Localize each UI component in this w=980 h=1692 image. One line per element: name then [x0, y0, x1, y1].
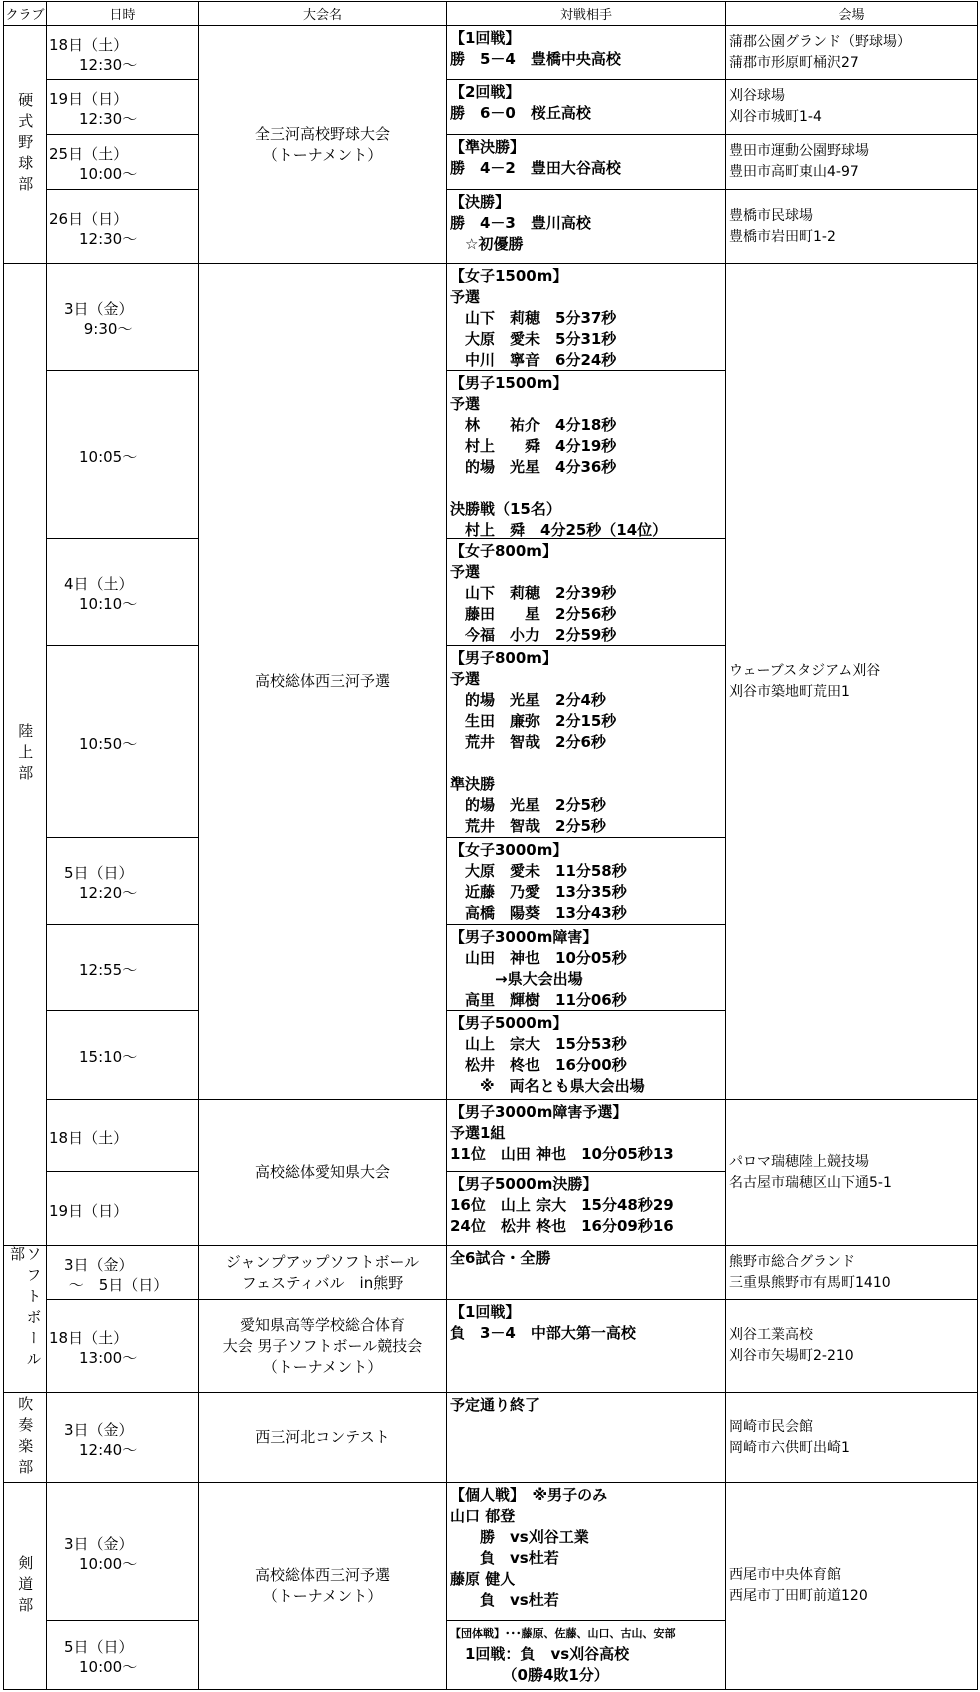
result-line: 24位 松井 柊也 16分09秒16: [450, 1217, 674, 1235]
venue: [725, 134, 978, 190]
result-line: 【女子800m】: [450, 542, 557, 560]
venue: [725, 1099, 978, 1246]
venue-line: 西尾市丁田町前道120: [729, 1588, 868, 1604]
result-line: 高里 輝樹 11分06秒: [450, 991, 627, 1009]
result-line: 予選: [450, 563, 481, 581]
result-line: 負 vs杜若: [450, 1549, 559, 1567]
date-time: [46, 924, 199, 1011]
result-line: 【1回戦】: [450, 1303, 521, 1321]
date-line: 12:20～: [49, 884, 138, 902]
match-result: [446, 134, 726, 190]
date-line: 3日（金）: [49, 1420, 134, 1439]
date-time: [46, 837, 199, 925]
match-result: [446, 1620, 726, 1690]
result-line: 決勝戦（15名）: [450, 500, 561, 518]
match-result: [446, 1245, 726, 1300]
club-label: 吹奏楽部: [16, 1395, 35, 1480]
result-line: 林 祐介 4分18秒: [450, 416, 617, 434]
date-line: 18日（土）: [49, 1329, 129, 1347]
tournament-line: 愛知県高等学校総合体育: [239, 1315, 405, 1334]
match-result: [446, 25, 726, 80]
club-label: 硬式野球部: [16, 92, 35, 197]
result-line: 【男子5000m決勝】: [450, 1175, 598, 1193]
date-line: ～ 5日（日）: [49, 1275, 169, 1294]
result-line: 松井 柊也 16分00秒: [450, 1056, 627, 1074]
date-line: 10:00～: [49, 1554, 138, 1573]
result-line: 予選1組: [450, 1124, 506, 1142]
result-line: 藤田 星 2分56秒: [450, 605, 617, 623]
result-line: 荒井 智哉 2分5秒: [450, 817, 606, 835]
date-line: 25日（土）: [49, 145, 129, 163]
result-line: 村上 舜 4分19秒: [450, 437, 617, 455]
result-line: 荒井 智哉 2分6秒: [450, 733, 606, 751]
tournament-name: [198, 1299, 447, 1393]
tournament-line: （トーナメント）: [262, 1357, 383, 1376]
result-line: 【男子3000m障害】: [450, 928, 598, 946]
date-time: [46, 1171, 199, 1246]
date-line: 9:30～: [49, 320, 133, 338]
venue-line: 西尾市中央体育館: [729, 1567, 841, 1583]
result-line: 全6試合・全勝: [450, 1249, 551, 1267]
tournament-line: （トーナメント）: [262, 145, 383, 164]
date-time: [46, 134, 199, 190]
result-line: 16位 山上 宗大 15分48秒29: [450, 1196, 674, 1214]
tournament-name: [198, 25, 447, 264]
tournament-name: [198, 1482, 447, 1690]
venue: [725, 25, 978, 80]
venue: [725, 189, 978, 264]
venue-line: 刈谷工業高校: [729, 1327, 813, 1343]
result-line: 1回戦：負 vs刈谷高校: [450, 1645, 630, 1663]
date-line: 3日（金）: [49, 1255, 134, 1274]
date-line: 12:30～: [49, 55, 138, 74]
tournament-name: [198, 1099, 447, 1246]
venue-line: 豊橋市岩田町1-2: [729, 228, 836, 245]
date-line: 15:10～: [49, 1048, 138, 1066]
tournament-name: [198, 263, 447, 1100]
result-line: 高橋 陽葵 13分43秒: [450, 904, 627, 922]
result-line: 勝 vs刈谷工業: [450, 1528, 589, 1546]
date-line: 13:00～: [49, 1349, 138, 1367]
date-line: 12:40～: [49, 1440, 138, 1459]
result-line: [450, 478, 722, 499]
result-line: 大原 愛未 5分31秒: [450, 330, 617, 348]
result-line: 【男子1500m】: [450, 374, 568, 392]
column-header: 対戦相手: [446, 1, 726, 26]
match-result: [446, 645, 726, 838]
tournament-line: フェスティバル in熊野: [241, 1273, 404, 1292]
result-line: 【男子3000m障害予選】: [450, 1103, 628, 1121]
date-line: 5日（日）: [49, 1638, 134, 1656]
result-line: 大原 愛未 11分58秒: [450, 862, 627, 880]
match-result: [446, 1099, 726, 1172]
date-time: [46, 1099, 199, 1172]
match-result: [446, 263, 726, 371]
venue-line: 豊橋市民球場: [729, 207, 813, 224]
venue: [725, 1245, 978, 1300]
result-line: 予選: [450, 288, 481, 306]
result-line: 【女子3000m】: [450, 841, 568, 859]
date-line: 10:50～: [49, 734, 138, 753]
date-line: 12:55～: [49, 960, 138, 979]
column-header: クラブ: [3, 1, 47, 26]
date-line: 18日（土）: [49, 1128, 129, 1147]
date-line: 3日（金）: [49, 1534, 134, 1553]
result-line: 【2回戦】: [450, 83, 521, 101]
result-line: 山上 宗大 15分53秒: [450, 1035, 627, 1053]
date-line: 19日（日）: [49, 1201, 129, 1220]
result-line: 【男子800m】: [450, 649, 557, 667]
result-line: 山下 莉穂 5分37秒: [450, 309, 617, 327]
venue-line: 熊野市総合グランド: [729, 1253, 855, 1270]
result-line: [450, 753, 722, 774]
venue-line: 名古屋市瑞穂区山下通5-1: [729, 1174, 892, 1191]
date-line: 4日（土）: [49, 575, 134, 593]
match-result: [446, 1482, 726, 1621]
result-line: 【女子1500m】: [450, 267, 568, 285]
tournament-line: 高校総体西三河予選: [254, 1566, 390, 1584]
result-line: 11位 山田 神也 10分05秒13: [450, 1145, 674, 1163]
result-line: 藤原 健人: [450, 1570, 516, 1588]
column-header: 会場: [725, 1, 978, 26]
result-line: →県大会出場: [450, 970, 583, 988]
date-time: [46, 1299, 199, 1393]
match-result: [446, 1299, 726, 1393]
date-line: 10:05～: [49, 447, 138, 466]
venue-line: 蒲郡市形原町桶沢27: [729, 54, 859, 71]
venue-line: 岡崎市民会館: [729, 1418, 813, 1435]
date-time: [46, 1620, 199, 1690]
match-result: [446, 837, 726, 925]
date-line: 3日（金）: [49, 300, 134, 318]
result-line: 山下 莉穂 2分39秒: [450, 584, 617, 602]
venue-line: 豊田市運動公園野球場: [729, 143, 869, 159]
tournament-line: 全三河高校野球大会: [254, 124, 390, 143]
column-header: 日時: [46, 1, 199, 26]
date-time: [46, 1392, 199, 1483]
tournament-line: 大会 男子ソフトボール競技会: [222, 1336, 423, 1355]
date-time: [46, 538, 199, 646]
venue-line: ウェーブスタジアム刈谷: [729, 662, 881, 679]
tournament-name: [198, 1392, 447, 1483]
result-line: 予選: [450, 395, 481, 413]
result-line: 【団体戦】･･･藤原、佐藤、山口、古山、安部: [450, 1627, 676, 1640]
result-line: 勝 4－2 豊田大谷高校: [450, 159, 621, 177]
club-name: [3, 1245, 47, 1393]
date-time: [46, 370, 199, 539]
date-time: [46, 1482, 199, 1621]
match-result: [446, 1010, 726, 1100]
venue-line: 刈谷市城町1-4: [729, 109, 822, 125]
result-line: 的場 光星 2分5秒: [450, 796, 606, 814]
date-line: 10:10～: [49, 595, 138, 613]
result-line: 近藤 乃愛 13分35秒: [450, 883, 627, 901]
date-line: 18日（土）: [49, 35, 129, 54]
match-result: [446, 1392, 726, 1483]
date-line: 12:30～: [49, 110, 138, 128]
result-line: 今福 小力 2分59秒: [450, 626, 617, 644]
club-label: 陸上部: [16, 723, 35, 786]
result-line: 【決勝】: [450, 193, 511, 211]
result-line: （0勝4敗1分）: [450, 1666, 609, 1684]
date-line: 10:00～: [49, 165, 138, 183]
tournament-line: （トーナメント）: [262, 1587, 383, 1605]
result-line: 【個人戦】 ※男子のみ: [450, 1486, 608, 1504]
venue-line: 刈谷球場: [729, 88, 785, 104]
match-result: [446, 924, 726, 1011]
date-line: 10:00～: [49, 1658, 138, 1676]
club-name: [3, 25, 47, 264]
result-line: 負 vs杜若: [450, 1591, 559, 1609]
date-time: [46, 25, 199, 80]
result-line: 的場 光星 2分4秒: [450, 691, 606, 709]
result-line: 【男子5000m】: [450, 1014, 568, 1032]
club-name: [3, 1392, 47, 1483]
match-result: [446, 1171, 726, 1246]
date-time: [46, 79, 199, 135]
result-line: ☆初優勝: [450, 235, 524, 253]
tournament-line: 西三河北コンテスト: [255, 1428, 390, 1446]
match-result: [446, 538, 726, 646]
club-name: [3, 1482, 47, 1690]
result-line: 勝 4－3 豊川高校: [450, 214, 591, 232]
club-label: ソフトボール部: [8, 1246, 43, 1372]
result-line: 勝 5－4 豊橋中央高校: [450, 50, 621, 68]
match-result: [446, 79, 726, 135]
date-time: [46, 1245, 199, 1300]
result-line: 中川 寧音 6分24秒: [450, 351, 617, 369]
venue-line: 蒲郡公園グランド（野球場）: [729, 33, 911, 50]
venue-line: 豊田市高町東山4-97: [729, 164, 859, 180]
date-line: 19日（日）: [49, 90, 129, 108]
result-line: 生田 廉弥 2分15秒: [450, 712, 617, 730]
date-line: 26日（日）: [49, 209, 129, 228]
venue: [725, 1392, 978, 1483]
result-line: 的場 光星 4分36秒: [450, 458, 617, 476]
tournament-line: 高校総体西三河予選: [254, 672, 390, 690]
date-time: [46, 1010, 199, 1100]
result-line: 【準決勝】: [450, 138, 526, 156]
match-result: [446, 189, 726, 264]
result-line: 予定通り終了: [450, 1396, 541, 1414]
result-line: 山田 神也 10分05秒: [450, 949, 627, 967]
date-time: [46, 263, 199, 371]
venue-line: 三重県熊野市有馬町1410: [729, 1274, 891, 1291]
tournament-line: ジャンプアップソフトボール: [225, 1252, 420, 1271]
tournament-line: 高校総体愛知県大会: [254, 1163, 390, 1181]
result-line: 予選: [450, 670, 481, 688]
venue: [725, 1482, 978, 1690]
venue: [725, 79, 978, 135]
venue-line: パロマ瑞穂陸上競技場: [729, 1153, 869, 1170]
result-line: ※ 両名とも県大会出場: [450, 1077, 645, 1095]
venue-line: 刈谷市築地町荒田1: [729, 683, 850, 700]
date-time: [46, 645, 199, 838]
tournament-name: [198, 1245, 447, 1300]
result-line: 勝 6－0 桜丘高校: [450, 104, 591, 122]
match-result: [446, 370, 726, 539]
venue-line: 刈谷市矢場町2-210: [729, 1348, 854, 1364]
date-line: 12:30～: [49, 229, 138, 248]
result-line: 【1回戦】: [450, 29, 521, 47]
date-time: [46, 189, 199, 264]
column-header: 大会名: [198, 1, 447, 26]
result-line: 山口 郁登: [450, 1507, 516, 1525]
club-label: 剣道部: [16, 1554, 35, 1618]
result-line: 村上 舜 4分25秒（14位）: [450, 521, 668, 539]
result-line: 負 3－4 中部大第一高校: [450, 1324, 636, 1342]
result-line: 準決勝: [450, 775, 496, 793]
venue: [725, 1299, 978, 1393]
date-line: 5日（日）: [49, 864, 134, 882]
club-name: [3, 263, 47, 1246]
venue-line: 岡崎市六供町出崎1: [729, 1439, 850, 1456]
venue: [725, 263, 978, 1100]
